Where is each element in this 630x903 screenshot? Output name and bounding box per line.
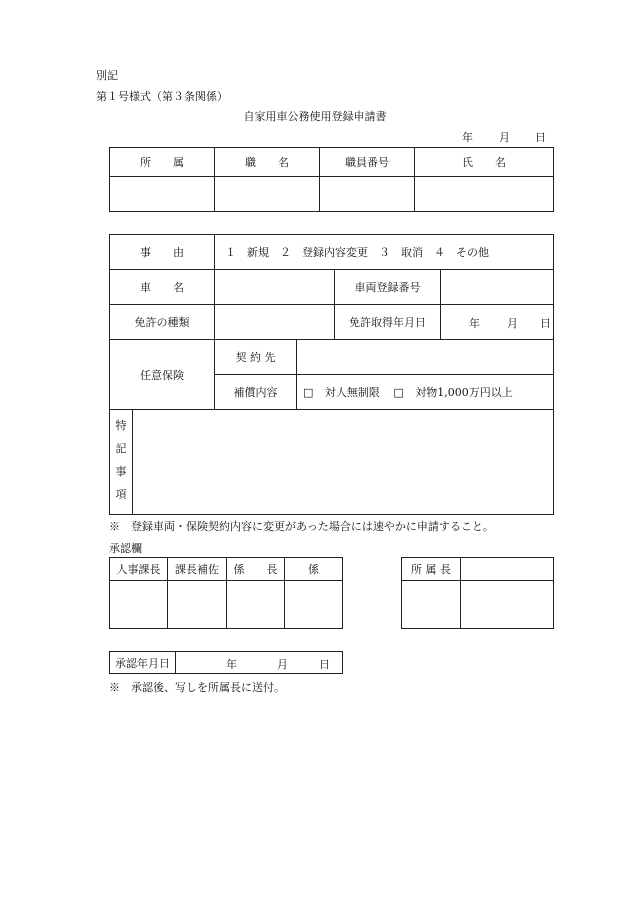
stamp-box[interactable] <box>285 581 343 629</box>
notes-field[interactable] <box>133 410 554 515</box>
header-deputy-chief: 課長補佐 <box>168 558 227 581</box>
car-name-label: 車 名 <box>110 270 215 305</box>
insurance-label: 任意保険 <box>110 340 215 410</box>
dept-head-name-field[interactable] <box>461 558 554 581</box>
name-field[interactable] <box>415 177 554 212</box>
license-date-field[interactable] <box>441 305 554 340</box>
header-name: 氏 名 <box>415 148 554 177</box>
notes-char: 項 <box>115 488 127 501</box>
notes-char: 記 <box>115 442 127 455</box>
header-staff: 係 <box>285 558 343 581</box>
license-date-month: 月 <box>507 317 518 330</box>
stamp-box[interactable] <box>110 581 168 629</box>
contract-label: 契 約 先 <box>215 340 297 375</box>
coverage-checkbox-2[interactable]: □ <box>393 386 404 399</box>
coverage-options <box>297 375 554 410</box>
approval-notice: ※ 承認後、写しを所属長に送付。 <box>109 681 285 694</box>
stamp-box[interactable] <box>461 581 554 629</box>
contract-field[interactable] <box>297 340 554 375</box>
page-title: 自家用車公務使用登録申請書 <box>243 110 387 123</box>
header-employee-number: 職員番号 <box>320 148 415 177</box>
appendix-label: 別記 <box>96 69 118 82</box>
reason-options[interactable]: １ 新規 ２ 登録内容変更 ３ 取消 ４ その他 <box>215 235 554 270</box>
registration-number-label: 車両登録番号 <box>335 270 441 305</box>
header-department: 所 属 <box>110 148 215 177</box>
date-year-label: 年 <box>462 131 473 144</box>
license-date-day: 日 <box>540 317 551 330</box>
stamp-box[interactable] <box>402 581 461 629</box>
approval-date-label: 承認年月日 <box>110 652 176 674</box>
notes-label <box>110 410 133 515</box>
date-day-label: 日 <box>535 131 546 144</box>
approval-date-day: 日 <box>319 658 330 671</box>
employee-number-field[interactable] <box>320 177 415 212</box>
notes-char: 事 <box>115 465 127 478</box>
coverage-label: 補償内容 <box>215 375 297 410</box>
stamp-box[interactable] <box>168 581 227 629</box>
car-name-field[interactable] <box>215 270 335 305</box>
approval-date-year: 年 <box>226 658 237 671</box>
approval-date-month: 月 <box>277 658 288 671</box>
reason-label: 事 由 <box>110 235 215 270</box>
details-table <box>109 234 554 515</box>
coverage-checkbox-1[interactable]: □ <box>303 386 314 399</box>
approval-section-label: 承認欄 <box>109 542 142 555</box>
approval-date-field[interactable] <box>176 652 343 674</box>
date-month-label: 月 <box>499 131 510 144</box>
license-date-year: 年 <box>469 317 480 330</box>
change-notice: ※ 登録車両・保険契約内容に変更があった場合には速やかに申請すること。 <box>109 520 494 533</box>
applicant-table <box>109 147 554 212</box>
notes-char: 特 <box>115 419 127 432</box>
registration-number-field[interactable] <box>441 270 554 305</box>
coverage-option-1: 対人無制限 <box>324 386 380 399</box>
dept-head-stamp-table <box>401 557 554 629</box>
stamp-box[interactable] <box>227 581 285 629</box>
header-dept-head: 所 属 長 <box>402 558 461 581</box>
license-type-label: 免許の種類 <box>110 305 215 340</box>
coverage-option-2: 対物1,000万円以上 <box>415 386 513 399</box>
department-field[interactable] <box>110 177 215 212</box>
header-personnel-chief: 人事課長 <box>110 558 168 581</box>
approval-date-table <box>109 651 343 674</box>
header-subsection-chief: 係 長 <box>227 558 285 581</box>
license-date-label: 免許取得年月日 <box>335 305 441 340</box>
license-type-field[interactable] <box>215 305 335 340</box>
form-label: 第１号様式（第３条関係） <box>96 90 228 103</box>
approval-stamp-table <box>109 557 343 629</box>
job-title-field[interactable] <box>215 177 320 212</box>
header-job-title: 職 名 <box>215 148 320 177</box>
